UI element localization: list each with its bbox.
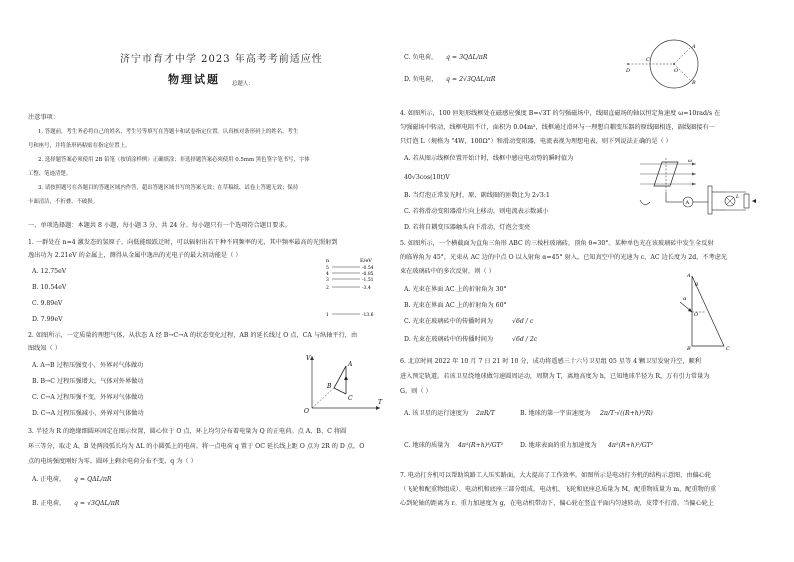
q6-line-1: 6. 北京时间 2022 年 10 月 7 日 21 时 10 分，成功将遥感三十六号卫星组 05 星等 4 颗卫星发射升空，顺利 <box>400 358 701 365</box>
q6-option-b-expr: 2π/T·√((R+h)³/R) <box>600 410 653 417</box>
svg-text:4: 4 <box>326 272 329 277</box>
svg-text:O: O <box>304 408 309 414</box>
q1-option-d: D. 7.99eV <box>32 316 63 323</box>
notes-line-1: 1. 答题前，考生务必将自己的姓名、考生号等填写在答题卡和试卷指定位置。认真核对条形码上的姓名、考生 <box>38 129 299 135</box>
q4-option-a-line-1: A. 若从图示线框位置开始计时，线框中感应电动势的瞬时值为 <box>404 155 574 162</box>
svg-text:3: 3 <box>326 278 329 283</box>
q4-line-3: 只灯泡 L（规格为 "4W，100Ω"）和滑动变阻器，电流表视为理想电表，则下列说法正确的是（ ） <box>400 138 672 145</box>
svg-text:C: C <box>646 57 650 63</box>
q4-option-d: D. 若将自耦变压器触头向下滑动，灯泡会变亮 <box>404 224 531 231</box>
generator-circuit-diagram <box>626 156 760 220</box>
q2-option-c: C. C→A 过程压强不变，外界对气体做功 <box>32 394 144 401</box>
svg-text:ω: ω <box>688 158 693 164</box>
notes-line-4: 工整、笔迹清楚。 <box>28 171 72 177</box>
svg-text:O: O <box>674 68 679 74</box>
score-label: 总题人： <box>232 81 254 87</box>
q6-option-a-label: A. 该卫星的运行速度为 <box>404 410 469 417</box>
notes-line-6: 卡面清洁，不折叠、不破损。 <box>28 199 99 205</box>
svg-text:2: 2 <box>326 286 329 291</box>
q3-option-a-expr: q = QΔL/πR <box>74 476 112 483</box>
q6-option-c-expr: 4π²(R+h)³/GT² <box>458 442 504 449</box>
q2-option-b: B. B→C 过程压强增大，气体对外界做功 <box>32 378 144 385</box>
q6-option-d-label: D. 地球表面的重力加速度为 <box>520 442 597 449</box>
q1-line-1: 1. 一群处在 n=4 激发态的氢原子，向低能级跃迁时，可以辐射出若干种不同频率的光，其中频率最高的光照射到 <box>28 239 338 246</box>
q5-line-1: 5. 如图所示，一个横截面为直角三角形 ABC 的三棱柱玻璃砖，顶角 θ=30°。某种单色光在该玻璃砖中发生全反射 <box>400 240 714 247</box>
q3-option-b-expr: q = √3QΔL/πR <box>74 500 120 507</box>
notes-title: 注意事项： <box>28 114 59 121</box>
q6-option-d-expr: 4π²(R+h)²/GT² <box>608 442 654 449</box>
svg-text:B: B <box>687 346 691 352</box>
right-column <box>400 0 772 562</box>
q3-line-3: 点的电场强度刚好为零。圆环上剩余电荷分布不变，q 为（ ） <box>28 458 197 465</box>
q6-option-a-expr: 2πR/T <box>476 410 495 417</box>
svg-text:O: O <box>694 312 699 318</box>
q3-line-2: 环三等分，取走 A、B 处两段弧长均为 ΔL 的小圆弧上的电荷。将一点电荷 q 置于 OC 延长线上距 O 点为 2R 的 D 点，O <box>28 443 365 450</box>
q3-option-d-label: D. 负电荷， <box>404 76 438 83</box>
left-column <box>28 0 388 562</box>
q6-option-c-label: C. 地球的质量为 <box>404 442 450 449</box>
autotransformer <box>708 186 712 214</box>
notes-line-3: 2. 选择题答案必须使用 2B 铅笔（按填涂样例）正确填涂；非选择题答案必须使用 0.5mm 黑色签字笔书写，字体 <box>38 157 310 163</box>
q3-option-c-expr: q = 3QΔL/πR <box>446 54 488 61</box>
svg-text:α: α <box>683 296 687 302</box>
svg-text:V: V <box>306 355 311 362</box>
notes-line-2: 号和座号，并将条形码粘贴在指定位置上。 <box>28 143 131 149</box>
q1-option-b: B. 10.54eV <box>32 284 67 291</box>
q5-option-c-label: C. 光束在玻璃砖中的传播时间为 <box>404 318 493 325</box>
q1-line-2: 逸出功为 2.21eV 的金属上，测得从金属中逸出的光电子的最大初动能是（ ） <box>28 252 242 259</box>
q7-line-1: 7. 电动打夯机可以帮助筑路工人压实路面，大大提高了工作效率。如图所示是电动打夯机的结构示意图，由偏心轮 <box>400 472 712 479</box>
q7-line-3: 心到轮轴的距离为 r。重力加速度为 g，在电动机带动下，偏心轮在竖直平面内匀速转动，皮带不打滑。当偏心轮上 <box>400 500 715 507</box>
q2-option-a: A. A→B 过程压强变小，外界对气体做功 <box>32 362 144 369</box>
q3-option-d-expr: q = 2√3QΔL/πR <box>446 76 496 83</box>
subject-title: 物理试题 <box>168 73 220 86</box>
svg-text:-1.51: -1.51 <box>362 278 374 283</box>
ring-diagram <box>624 36 714 92</box>
q4-option-c: C. 若将滑动变阻器滑片向上移动，则电流表示数减小 <box>404 208 549 215</box>
svg-text:1: 1 <box>326 313 329 318</box>
svg-text:5: 5 <box>326 266 329 271</box>
svg-text:A: A <box>692 44 696 50</box>
q5-line-2: 的临界角为 45°，光束从 AC 边的中点 O 以入射角 α=45° 射入。已知真空中的光速为 c，AC 边长度为 2d，不考虑光 <box>400 254 728 261</box>
q6-line-3: G，则（ ） <box>400 388 432 395</box>
q4-line-2: 匀强磁场中转动，线框电阻不计，面积为 0.04m²，线框通过滑环与一理想自耦变压器的原线圈相连，副线圈接有一 <box>400 124 715 131</box>
segment-ab <box>334 366 346 388</box>
q2-option-d: D. C→A 过程压强减小，外界对气体做功 <box>32 410 144 417</box>
q3-option-c-label: C. 负电荷， <box>404 54 438 61</box>
level-n-label: n <box>326 258 330 264</box>
q3-option-a-label: A. 正电荷， <box>32 476 66 483</box>
energy-level-diagram <box>320 256 390 320</box>
q1-option-c: C. 9.89eV <box>32 300 63 307</box>
q5-option-d-label: D. 光束在玻璃砖中的传播时间为 <box>404 336 494 343</box>
svg-text:A: A <box>687 273 691 279</box>
segment-bc <box>334 388 346 394</box>
q5-option-a: A. 光束在界面 AC 上的折射角为 30° <box>404 286 507 293</box>
q4-option-b: B. 当灯泡正常发光时，原、副线圈的匝数比为 2√3:1 <box>404 192 550 199</box>
level-e-label: E/eV <box>360 258 372 264</box>
svg-text:-0.54: -0.54 <box>362 266 374 271</box>
prism-diagram <box>680 272 740 352</box>
svg-text:-13.6: -13.6 <box>362 313 374 318</box>
q6-line-2: 进入预定轨道。若该卫星绕地球做匀速圆周运动，周期为 T，离地高度为 h，已知地球半径为 R，万有引力常量为 <box>400 373 710 380</box>
svg-text:B: B <box>692 80 696 86</box>
svg-text:-0.85: -0.85 <box>362 272 374 277</box>
notes-line-5: 3. 请按照题号在各题目的答题区域内作答，超出答题区域书写的答案无效；在草稿纸、试卷上答题无效；保持 <box>38 185 299 191</box>
q1-option-a: A. 12.75eV <box>32 268 67 275</box>
q4-option-a-line-2: 40√3cos(10t)V <box>404 174 450 181</box>
svg-text:-3.4: -3.4 <box>362 286 371 291</box>
q4-line-1: 4. 如图所示，100 匝矩形线框处在磁感应强度 B=√3T 的匀强磁场中，线圈直磁场的轴以恒定角速度 ω=10rad/s 在 <box>400 110 721 117</box>
svg-text:A: A <box>348 361 353 368</box>
svg-text:D: D <box>626 68 631 74</box>
q7-line-2: （飞轮和配重物组成）、电动机和底座三部分组成。电动机、飞轮和底座总质量为 M，配重物质量为 m，配重物的重 <box>400 486 717 493</box>
q5-option-d-expr: √6d / 2c <box>512 336 538 343</box>
q6-option-b-label: B. 地球的第一宇宙速度为 <box>520 410 591 417</box>
svg-text:A: A <box>685 200 690 206</box>
q5-option-c-expr: √6d / c <box>512 318 534 325</box>
q5-option-b: B. 光束在界面 AC 上的折射角为 60° <box>404 302 507 309</box>
school-title: 济宁市育才中学 2023 年高考考前适应性 <box>120 54 323 65</box>
q3-option-b-label: B. 正电荷， <box>32 500 66 507</box>
q2-line-2: 图线知（ ） <box>28 345 61 352</box>
svg-text:C: C <box>726 346 730 352</box>
vt-graph <box>300 352 384 414</box>
rheostat-icon <box>744 194 749 208</box>
section1-heading: 一、单项选择题：本题共 8 小题，每小题 3 分，共 24 分。每小题只有一个选项符合题目要求。 <box>28 222 291 229</box>
svg-text:T: T <box>378 399 383 406</box>
q2-line-1: 2. 如图所示，一定质量的理想气体，从状态 A 经 B→C→A 的状态变化过程，AB 的延长线过 O 点，CA 与纵轴平行，由 <box>28 332 358 339</box>
q5-line-3: 束在玻璃砖中的多次反射，则（ ） <box>400 268 495 275</box>
svg-text:θ: θ <box>695 282 699 288</box>
svg-text:B: B <box>327 383 332 390</box>
q3-line-1: 3. 半径为 R 的绝缘细圆环固定在图示位置，圆心位于 O 点，环上均匀分布着电量为 Q 的正电荷。点 A、B、C 将圆 <box>28 428 347 435</box>
svg-text:C: C <box>348 395 353 402</box>
svg-text:L: L <box>736 194 740 200</box>
